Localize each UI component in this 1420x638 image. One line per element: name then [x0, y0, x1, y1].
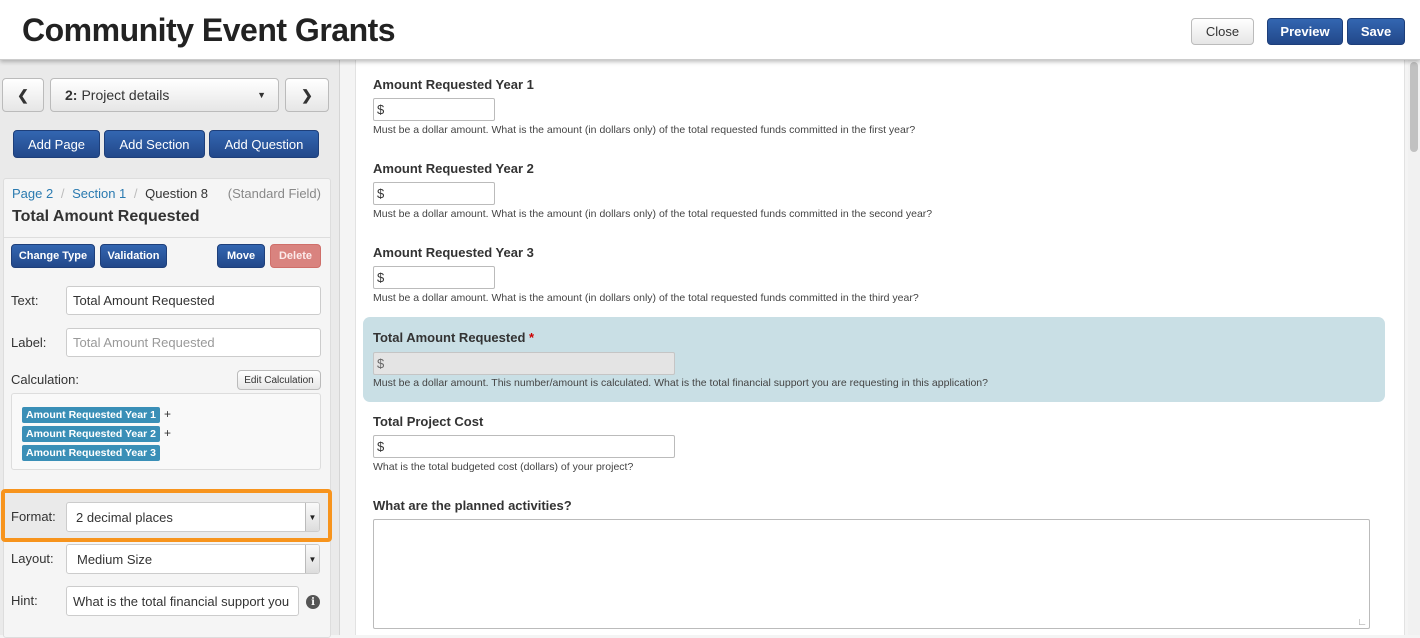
calculation-operator: +: [163, 407, 171, 421]
next-page-button[interactable]: [285, 78, 329, 112]
page-title: Community Event Grants: [22, 12, 396, 48]
chevron-right-icon: ❯: [301, 86, 313, 103]
add-question-button[interactable]: Add Question: [209, 130, 319, 158]
question-hint-year-3: Must be a dollar amount. What is the amount (in dollars only) of the total requested funds committed in the third year?: [373, 292, 919, 304]
format-select[interactable]: [66, 502, 320, 532]
question-label-input[interactable]: Total Amount Requested: [66, 328, 321, 357]
breadcrumb: [12, 186, 208, 201]
question-title-total-wrapper: [373, 330, 534, 345]
hint-input[interactable]: What is the total financial support you: [66, 586, 299, 616]
info-icon[interactable]: i: [306, 595, 320, 609]
breadcrumb-page-link[interactable]: Page 2: [12, 186, 54, 201]
resize-handle-icon[interactable]: ∟: [1357, 617, 1367, 628]
calculation-token: Amount Requested Year 1: [22, 407, 160, 423]
layout-select-value: Medium Size: [77, 551, 153, 567]
amount-year-3-input[interactable]: $: [373, 266, 495, 289]
question-hint-year-1: Must be a dollar amount. What is the amount (in dollars only) of the total requested funds committed in the first year?: [373, 124, 916, 136]
total-amount-input: $: [373, 352, 675, 375]
required-asterisk: *: [529, 330, 535, 345]
top-bar: [0, 0, 1420, 60]
breadcrumb-section-link[interactable]: Section 1: [72, 186, 127, 201]
layout-label: Layout:: [11, 551, 54, 566]
breadcrumb-separator: /: [60, 186, 65, 201]
question-title-activities: What are the planned activities?: [373, 498, 572, 513]
question-editor-panel: [0, 60, 340, 635]
question-hint-project-cost: What is the total budgeted cost (dollars) of your project?: [373, 461, 634, 473]
format-select-value: 2 decimal places: [76, 509, 173, 525]
hint-label: Hint:: [11, 593, 38, 608]
form-preview: [355, 60, 1405, 635]
breadcrumb-question: Question 8: [145, 186, 209, 201]
question-title-total: Total Amount Requested: [373, 330, 526, 345]
calculation-box: [11, 393, 321, 470]
close-button[interactable]: Close: [1191, 18, 1254, 45]
add-section-button[interactable]: Add Section: [104, 130, 205, 158]
question-title-year-3: Amount Requested Year 3: [373, 245, 534, 260]
question-title-project-cost: Total Project Cost: [373, 414, 484, 429]
selected-question-block[interactable]: [363, 317, 1385, 402]
calculation-label: Calculation:: [11, 372, 79, 387]
question-hint-year-2: Must be a dollar amount. What is the amount (in dollars only) of the total requested funds committed in the second year?: [373, 208, 933, 220]
field-type-label: (Standard Field): [227, 186, 321, 201]
question-title-year-1: Amount Requested Year 1: [373, 77, 534, 92]
amount-year-1-input[interactable]: $: [373, 98, 495, 121]
question-title: Total Amount Requested: [12, 208, 200, 225]
question-title-year-2: Amount Requested Year 2: [373, 161, 534, 176]
question-text-input[interactable]: Total Amount Requested: [66, 286, 321, 315]
calculation-term: [22, 405, 320, 424]
label-field-label: Label:: [11, 335, 47, 350]
save-button[interactable]: Save: [1347, 18, 1405, 45]
select-arrow-icon: ▼: [305, 503, 319, 531]
format-label: Format:: [11, 509, 56, 524]
scrollbar-thumb[interactable]: [1410, 62, 1418, 152]
caret-down-icon: ▼: [257, 90, 266, 100]
validation-button[interactable]: Validation: [100, 244, 167, 268]
preview-button[interactable]: Preview: [1267, 18, 1343, 45]
change-type-button[interactable]: Change Type: [11, 244, 95, 268]
edit-calculation-button[interactable]: Edit Calculation: [237, 370, 321, 390]
delete-button[interactable]: Delete: [270, 244, 321, 268]
calculation-operator: +: [163, 426, 171, 440]
planned-activities-textarea[interactable]: [373, 519, 1370, 629]
page-scrollbar[interactable]: [1408, 60, 1420, 635]
calculation-token: Amount Requested Year 3: [22, 445, 160, 461]
amount-year-2-input[interactable]: $: [373, 182, 495, 205]
layout-select[interactable]: [66, 544, 320, 574]
total-project-cost-input[interactable]: $: [373, 435, 675, 458]
calculation-term: [22, 443, 320, 462]
move-button[interactable]: Move: [217, 244, 265, 268]
page-name: Project details: [81, 87, 170, 103]
select-arrow-icon: ▼: [305, 545, 319, 573]
chevron-left-icon: ❮: [17, 86, 29, 103]
page-number: 2:: [65, 87, 78, 103]
page-select[interactable]: [50, 78, 279, 112]
question-hint-total: Must be a dollar amount. This number/amount is calculated. What is the total financial support you are requesting in this application?: [373, 377, 988, 389]
text-field-label: Text:: [11, 293, 39, 308]
calculation-term: [22, 424, 320, 443]
add-page-button[interactable]: Add Page: [13, 130, 100, 158]
card-divider: [4, 237, 330, 238]
previous-page-button[interactable]: [2, 78, 44, 112]
calculation-token: Amount Requested Year 2: [22, 426, 160, 442]
breadcrumb-separator: /: [133, 186, 138, 201]
